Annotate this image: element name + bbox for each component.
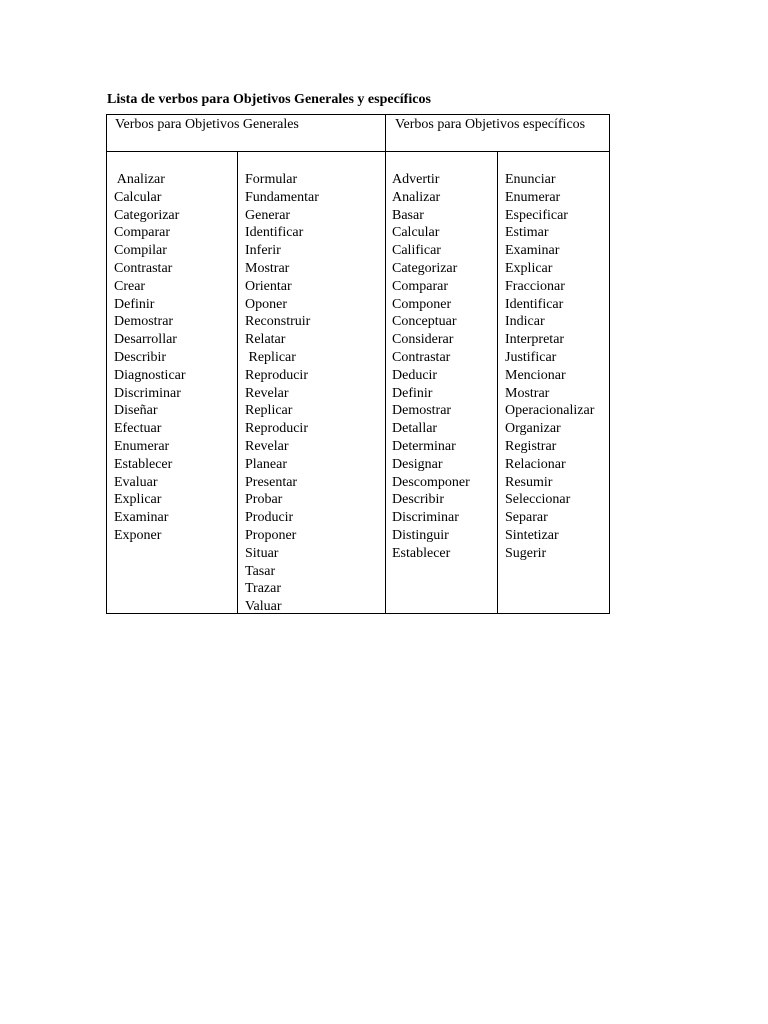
verb-item: Reproducir (245, 421, 308, 437)
verb-item: Examinar (114, 510, 169, 526)
verb-item: Enumerar (505, 189, 561, 205)
verb-item: Analizar (392, 189, 441, 205)
especificos-column-1 (392, 171, 470, 563)
verb-item: Enunciar (505, 172, 556, 187)
verb-item: Describir (114, 349, 167, 365)
verb-item: Establecer (114, 456, 173, 472)
verb-item: Enumerar (114, 438, 170, 454)
verb-item: Resumir (505, 474, 553, 490)
verb-item: Indicar (505, 314, 545, 330)
verb-item: Evaluar (114, 474, 158, 490)
verb-item: Desarrollar (114, 332, 177, 348)
verb-item: Diseñar (114, 403, 158, 419)
verb-item: Conceptuar (392, 314, 457, 330)
verb-item: Proponer (245, 527, 297, 543)
verb-item: Contrastar (114, 260, 173, 276)
verb-item: Diagnosticar (114, 367, 186, 383)
group-divider (385, 115, 386, 613)
verb-item: Formular (245, 172, 298, 187)
verb-item: Sintetizar (505, 527, 559, 543)
verb-item: Determinar (392, 438, 456, 454)
verb-item: Revelar (245, 438, 289, 454)
generales-column-2 (245, 171, 319, 616)
verb-item: Mostrar (505, 385, 550, 401)
verb-item: Basar (392, 207, 424, 223)
generales-column-1 (114, 171, 186, 545)
verb-item: Valuar (245, 599, 282, 615)
verb-item: Replicar (245, 349, 296, 365)
generales-column-divider (237, 151, 238, 613)
verb-item: Exponer (114, 527, 162, 543)
verb-item: Justificar (505, 349, 557, 365)
verb-item: Interpretar (505, 332, 565, 348)
verb-item: Mostrar (245, 260, 290, 276)
verb-item: Calificar (392, 243, 441, 259)
verb-item: Calcular (392, 225, 440, 241)
verb-item: Definir (114, 296, 155, 312)
verb-item: Separar (505, 510, 548, 526)
header-generales: Verbos para Objetivos Generales (115, 117, 299, 132)
verb-item: Distinguir (392, 527, 449, 543)
verb-item: Generar (245, 207, 291, 223)
verb-item: Comparar (114, 225, 170, 241)
page-title: Lista de verbos para Objetivos Generales y específicos (107, 92, 431, 107)
verb-item: Contrastar (392, 349, 451, 365)
verb-item: Explicar (114, 492, 162, 508)
especificos-column-divider (497, 151, 498, 613)
verb-item: Registrar (505, 438, 557, 454)
verb-item: Orientar (245, 278, 292, 294)
verb-item: Mencionar (505, 367, 566, 383)
verb-item: Organizar (505, 421, 561, 437)
verb-item: Especificar (505, 207, 568, 223)
verb-item: Componer (392, 296, 452, 312)
verb-item: Producir (245, 510, 294, 526)
verb-item: Presentar (245, 474, 298, 490)
verb-item: Sugerir (505, 545, 547, 561)
verb-item: Comparar (392, 278, 448, 294)
verb-item: Categorizar (392, 260, 458, 276)
verb-item: Reproducir (245, 367, 308, 383)
verb-item: Seleccionar (505, 492, 571, 508)
verb-item: Relatar (245, 332, 286, 348)
verb-item: Demostrar (392, 403, 452, 419)
verb-item: Identificar (505, 296, 564, 312)
verb-item: Planear (245, 456, 287, 472)
verb-item: Detallar (392, 421, 438, 437)
verb-item: Fraccionar (505, 278, 565, 294)
verb-item: Explicar (505, 260, 553, 276)
verb-item: Probar (245, 492, 283, 508)
verb-item: Operacionalizar (505, 403, 595, 419)
especificos-column-2 (505, 171, 594, 563)
verb-item: Relacionar (505, 456, 566, 472)
verb-item: Identificar (245, 225, 304, 241)
verb-item: Calcular (114, 189, 162, 205)
verb-item: Revelar (245, 385, 289, 401)
verb-item: Deducir (392, 367, 438, 383)
verb-item: Crear (114, 278, 146, 294)
verb-item: Tasar (245, 563, 276, 579)
verb-item: Examinar (505, 243, 560, 259)
verb-item: Inferir (245, 243, 281, 259)
verb-item: Advertir (392, 172, 440, 187)
verb-item: Reconstruir (245, 314, 311, 330)
verb-item: Designar (392, 456, 443, 472)
verb-item: Estimar (505, 225, 549, 241)
header-divider (107, 151, 609, 152)
verb-item: Fundamentar (245, 189, 319, 205)
verb-item: Considerar (392, 332, 454, 348)
verb-item: Discriminar (114, 385, 181, 401)
verb-item: Definir (392, 385, 433, 401)
verb-item: Trazar (245, 581, 282, 597)
verb-item: Situar (245, 545, 279, 561)
verb-table (106, 114, 610, 614)
verb-item: Analizar (114, 172, 165, 187)
header-especificos: Verbos para Objetivos específicos (395, 117, 586, 132)
verb-item: Categorizar (114, 207, 180, 223)
verb-item: Discriminar (392, 510, 459, 526)
verb-item: Demostrar (114, 314, 174, 330)
verb-item: Establecer (392, 545, 451, 561)
verb-item: Efectuar (114, 421, 162, 437)
verb-item: Describir (392, 492, 445, 508)
verb-item: Oponer (245, 296, 287, 312)
verb-item: Compilar (114, 243, 167, 259)
verb-item: Replicar (245, 403, 293, 419)
verb-item: Descomponer (392, 474, 470, 490)
